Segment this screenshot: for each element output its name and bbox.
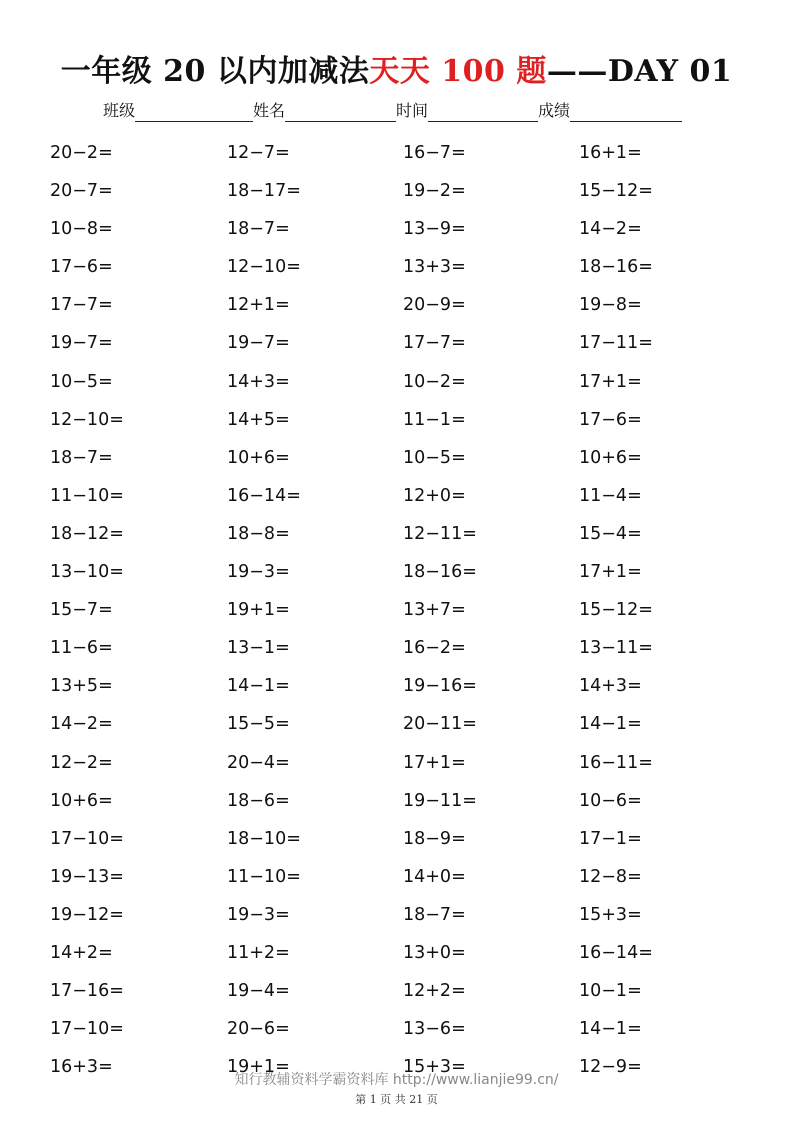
problem-item: 16−2= xyxy=(403,638,466,659)
problem-item: 14+3= xyxy=(227,371,290,392)
problem-item: 19−12= xyxy=(50,904,124,925)
problem-item: 14−2= xyxy=(50,714,113,735)
problem-item: 14+0= xyxy=(403,866,466,887)
problem-item: 19−8= xyxy=(579,295,642,316)
problem-item: 14−1= xyxy=(579,1019,642,1040)
problem-item: 19−3= xyxy=(227,904,290,925)
problem-item: 19−4= xyxy=(227,981,290,1002)
problem-item: 17−7= xyxy=(50,295,113,316)
class-blank[interactable] xyxy=(135,103,253,122)
problem-item: 16−7= xyxy=(403,143,466,163)
problem-item: 20−7= xyxy=(50,181,113,202)
score-label: 成绩 xyxy=(538,101,571,120)
name-blank[interactable] xyxy=(285,103,396,122)
problem-item: 16+1= xyxy=(579,143,642,163)
problem-item: 19−2= xyxy=(403,181,466,202)
problem-item: 15−12= xyxy=(579,600,653,621)
problem-item: 15−7= xyxy=(50,600,113,621)
time-blank[interactable] xyxy=(428,103,538,122)
page-title xyxy=(0,52,793,92)
problem-grid xyxy=(50,140,750,1092)
problem-item: 12−7= xyxy=(227,143,290,163)
problem-item: 11−6= xyxy=(50,638,113,659)
problem-item: 18−9= xyxy=(403,828,466,849)
problem-item: 12+1= xyxy=(227,295,290,316)
problem-item: 13+5= xyxy=(50,676,113,697)
problem-item: 17−6= xyxy=(50,257,113,278)
problem-item: 18−16= xyxy=(403,562,477,583)
title-day: ——DAY 01 xyxy=(546,54,733,89)
problem-item: 13−11= xyxy=(579,638,653,659)
problem-item: 10+6= xyxy=(579,447,642,468)
problem-item: 18−7= xyxy=(227,219,290,240)
problem-item: 17−10= xyxy=(50,828,124,849)
problem-item: 17−7= xyxy=(403,333,466,354)
problem-item: 10−6= xyxy=(579,790,642,811)
problem-item: 17−1= xyxy=(579,828,642,849)
problem-item: 14+5= xyxy=(227,409,290,430)
name-label: 姓名 xyxy=(253,101,286,120)
class-label: 班级 xyxy=(103,101,136,120)
title-highlight: 天天 100 题 xyxy=(369,54,547,89)
problem-item: 20−11= xyxy=(403,714,477,735)
problem-item: 13+0= xyxy=(403,942,466,963)
problem-item: 19−13= xyxy=(50,866,124,887)
problem-item: 15−12= xyxy=(579,181,653,202)
problem-item: 10+6= xyxy=(50,790,113,811)
problem-item: 11−1= xyxy=(403,409,466,430)
problem-item: 14−1= xyxy=(579,714,642,735)
problem-item: 19−7= xyxy=(227,333,290,354)
problem-item: 19−16= xyxy=(403,676,477,697)
problem-item: 12−10= xyxy=(50,409,124,430)
problem-item: 18−16= xyxy=(579,257,653,278)
problem-item: 17+1= xyxy=(579,371,642,392)
problem-item: 17+1= xyxy=(579,562,642,583)
page-number: 第 1 页 共 21 页 xyxy=(355,1093,438,1106)
problem-item: 20−6= xyxy=(227,1019,290,1040)
watermark-footer: 知行教辅资料学霸资料库 http://www.lianjie99.cn/ xyxy=(234,1072,559,1088)
student-info-row xyxy=(103,100,723,122)
problem-item: 18−7= xyxy=(403,904,466,925)
problem-item: 12−11= xyxy=(403,523,477,544)
problem-item: 16−11= xyxy=(579,752,653,773)
problem-item: 12+2= xyxy=(403,981,466,1002)
problem-item: 14+2= xyxy=(50,942,113,963)
problem-item: 10−5= xyxy=(403,447,466,468)
problem-item: 15−4= xyxy=(579,523,642,544)
problem-item: 18−10= xyxy=(227,828,301,849)
problem-item: 15+3= xyxy=(403,1057,466,1078)
problem-item: 15−5= xyxy=(227,714,290,735)
problem-item: 17−10= xyxy=(50,1019,124,1040)
time-field xyxy=(396,100,538,122)
problem-item: 19+1= xyxy=(227,1057,290,1078)
problem-item: 12−2= xyxy=(50,752,113,773)
class-field xyxy=(103,100,253,122)
problem-item: 13−9= xyxy=(403,219,466,240)
problem-item: 17+1= xyxy=(403,752,466,773)
problem-item: 19−7= xyxy=(50,333,113,354)
problem-item: 19−11= xyxy=(403,790,477,811)
problem-item: 11−10= xyxy=(227,866,301,887)
problem-item: 13−1= xyxy=(227,638,290,659)
problem-item: 10+6= xyxy=(227,447,290,468)
problem-item: 10−8= xyxy=(50,219,113,240)
problem-item: 11−4= xyxy=(579,485,642,506)
problem-item: 18−7= xyxy=(50,447,113,468)
problem-item: 16+3= xyxy=(50,1057,113,1078)
problem-item: 14−1= xyxy=(227,676,290,697)
problem-item: 12+0= xyxy=(403,485,466,506)
problem-item: 20−9= xyxy=(403,295,466,316)
problem-item: 18−8= xyxy=(227,523,290,544)
problem-item: 15+3= xyxy=(579,904,642,925)
problem-item: 14+3= xyxy=(579,676,642,697)
problem-item: 17−11= xyxy=(579,333,653,354)
problem-item: 19+1= xyxy=(227,600,290,621)
problem-item: 11−10= xyxy=(50,485,124,506)
problem-item: 11+2= xyxy=(227,942,290,963)
problem-item: 12−9= xyxy=(579,1057,642,1078)
problem-item: 13−10= xyxy=(50,562,124,583)
problem-item: 17−16= xyxy=(50,981,124,1002)
problem-item: 13−6= xyxy=(403,1019,466,1040)
problem-item: 19−3= xyxy=(227,562,290,583)
score-blank[interactable] xyxy=(570,103,682,122)
time-label: 时间 xyxy=(396,101,429,120)
problem-item: 16−14= xyxy=(227,485,301,506)
name-field xyxy=(253,100,396,122)
problem-item: 18−6= xyxy=(227,790,290,811)
problem-item: 13+7= xyxy=(403,600,466,621)
problem-item: 20−2= xyxy=(50,143,113,163)
problem-item: 14−2= xyxy=(579,219,642,240)
problem-item: 10−1= xyxy=(579,981,642,1002)
problem-item: 18−12= xyxy=(50,523,124,544)
problem-item: 20−4= xyxy=(227,752,290,773)
problem-item: 10−5= xyxy=(50,371,113,392)
problem-item: 12−8= xyxy=(579,866,642,887)
title-main: 一年级 20 以内加减法 xyxy=(60,54,370,89)
score-field xyxy=(538,100,682,122)
problem-item: 18−17= xyxy=(227,181,301,202)
problem-item: 16−14= xyxy=(579,942,653,963)
problem-item: 17−6= xyxy=(579,409,642,430)
problem-item: 13+3= xyxy=(403,257,466,278)
problem-item: 10−2= xyxy=(403,371,466,392)
problem-item: 12−10= xyxy=(227,257,301,278)
